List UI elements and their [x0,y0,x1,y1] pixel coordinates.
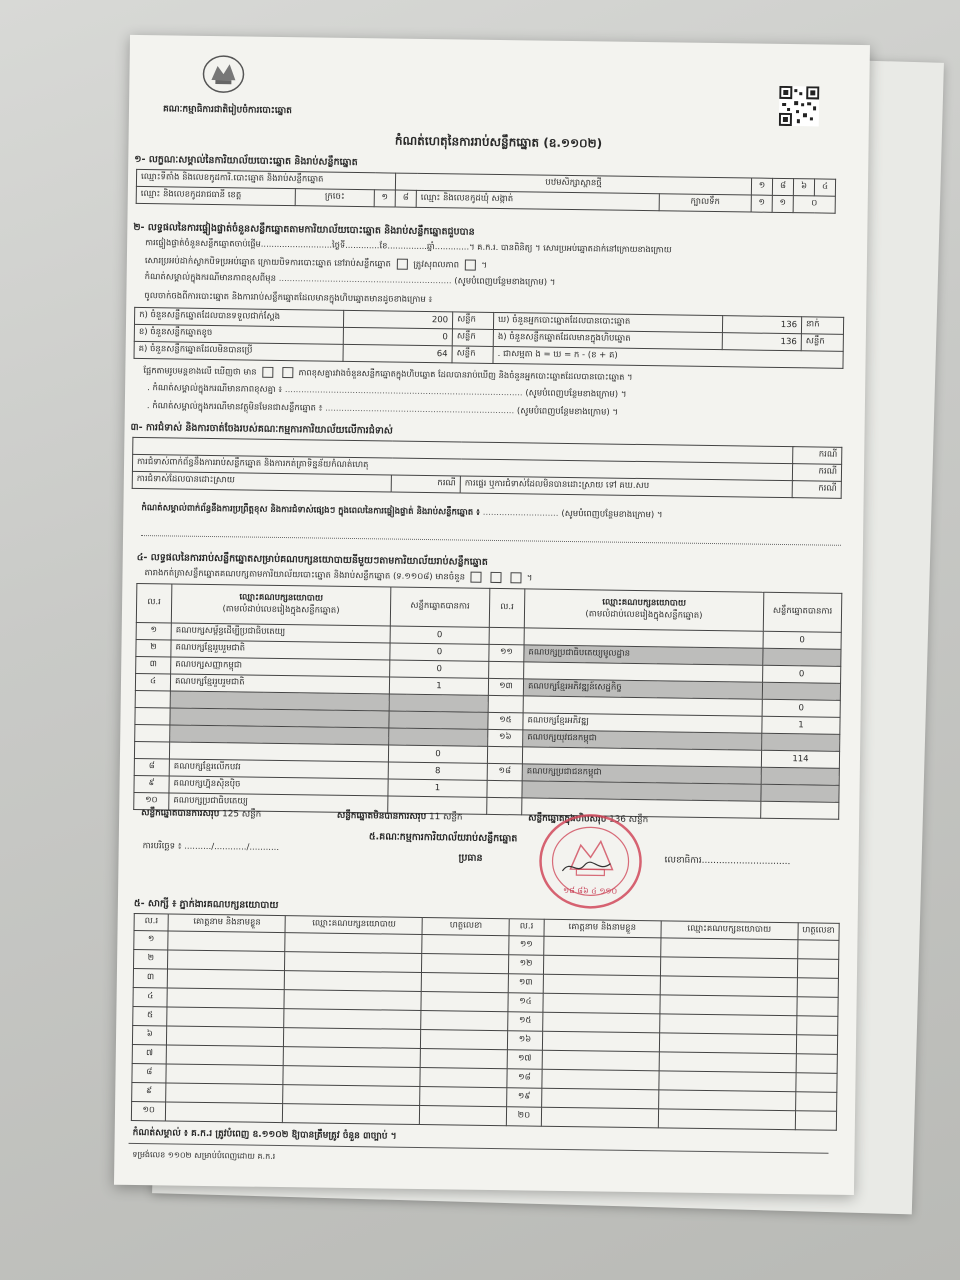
s5-col-party: ឈ្មោះគណបក្សនយោបាយ [286,916,423,935]
s4-left-party: គណបក្សប្រជាធិបតេយ្យ [169,793,388,813]
s5-left-no: ៣ [133,968,168,987]
s4-left-votes [389,711,488,729]
s4-right-votes [762,682,840,700]
sign-committee: ៥.គណៈកម្មការការិយាល័យរាប់សន្លឹកឆ្នោត [368,831,518,845]
s3-row2-case-end: ករណី [792,481,841,499]
s4-left-no: ១០ [134,792,169,809]
section5-table [131,913,840,1131]
section1-title: ១- លក្ខណៈសម្គាល់នៃការិយាល័យបោះឆ្នោត និងរាប់សន្លឹកឆ្នោត [134,153,358,169]
s5-right-sign-cell[interactable] [795,1073,837,1093]
s4-total-valid-label: សន្លឹកឆ្នោតបានការសរុប [141,808,220,820]
s5-right-sign-cell[interactable] [797,978,839,998]
s4-right-no: ១៨ [487,763,522,780]
s2-line2: សោរប្រអប់ដាក់ស្លាកបិទប្រអប់ឆ្នោត ក្រោយបិទការបោះឆ្នោត នៅរាប់សន្លឹកឆ្នោត ត្រូវសុពលភាព ។ [144,256,488,271]
s5-left-sign-cell[interactable] [421,1029,508,1049]
s5-left-sign-cell[interactable] [421,1010,508,1030]
s3-row1: ការជំទាស់ពាក់ព័ន្ធនឹងការរាប់សន្លឹកឆ្នោត និងការកត់ត្រាទិន្នន័យកំណត់ហេតុ [132,454,792,480]
s2-c-unit: សន្លឹក [452,346,493,364]
s5-right-party-cell[interactable] [659,1033,796,1054]
s4-checkbox-2[interactable] [490,572,501,583]
s2-line1: ការផ្ទៀងផ្ទាត់ចំនួនសន្លឹកឆ្នោតចាប់ផ្ដើម...........................ថ្ងៃទី.............ខែ...............ឆ្នាំ.............។ គ.ក.រ. បានពិនិត្យ ។ សោរប្រអប់ឆ្នោតដាក់នៅក្រោយខាងក្រោយ [145,237,672,255]
s3-note-text: កំណត់សម្គាល់ពាក់ព័ន្ធនឹងការប្រព្រឹត្តខុស និងការជំទាស់ផ្សេងៗ ក្នុងពេលនៃការផ្ទៀងផ្ទាត់ និងរាប់សន្លឹកឆ្នោត ៖ [141,503,480,518]
section1-table [136,169,836,214]
s3-row2-tail: ការផ្ទេរ ឬការជំទាស់ដែលមិនបានដោះស្រាយ ទៅ គឃ.សប [460,476,792,498]
s4-right-no: ១៦ [488,729,523,746]
s4-right-votes: 114 [761,750,839,768]
s4-col-votes-right: សន្លឹកឆ្នោតបានការ [763,592,842,632]
section4-table [133,583,842,823]
s4-col-no: ល.រ [136,583,172,622]
s5-right-party-cell[interactable] [659,1052,796,1073]
s4-left-votes [389,694,488,712]
s1-code-digit: ៦ [793,179,814,196]
s4-right-party: គណបក្សខ្មែរអភិវឌ្ឍន៍សេដ្ឋកិច្ច [523,679,762,699]
s4-right-no: ១១ [489,644,524,661]
s5-right-sign-cell[interactable] [797,959,839,979]
s2-formula: . ជាសម្មតា ង = ឃ = ក - (ខ + គ) [493,346,843,368]
org-name: គណៈកម្មាធិការជាតិរៀបចំការបោះឆ្នោត [162,104,292,117]
s2-a-label: ក) ចំនួនសន្លឹកឆ្នោតដែលបានទទួលជាក់ស្ដែង [134,307,343,327]
s1-province-code: ១ [374,190,395,207]
s4-left-no: ៣ [136,656,171,673]
s4-left-votes: 1 [389,677,488,695]
s5-left-party-cell[interactable] [284,990,421,1011]
s5-right-name-cell[interactable] [542,1050,659,1071]
s5-left-no: ៧ [132,1044,167,1063]
s4-left-party: គណបក្សខ្មែរលើកបវរ [169,759,388,779]
s5-left-sign-cell[interactable] [422,972,509,992]
s4-col-no-right: ល.រ [489,588,525,627]
s4-checkbox-1[interactable] [471,572,482,583]
s4-left-no [135,724,170,741]
s4-col-party-title: ឈ្មោះគណបក្សនយោបាយ [602,597,687,609]
s1-commune-code: ១ [772,195,793,212]
s4-total-box: 136 [609,814,626,825]
s4-left-party: គណបក្សខ្មែររួបរួមជាតិ [171,640,390,660]
s2-note1-tail: ភាពខុសគ្នារវាងចំនួនសន្លឹកឆ្នោតក្នុងហិបឆ្នោត ដែលបានរាប់ឃើញ និងចំនួនអ្នកបោះឆ្នោតដែលបានបោះឆ្នោត ។ [298,367,633,382]
s5-right-no: ១៨ [507,1069,542,1088]
s5-left-sign-cell[interactable] [422,935,509,955]
s5-left-name-cell[interactable] [167,1026,284,1047]
s5-col-name: គោត្តនាម និងនាមខ្លួន [168,914,285,933]
s4-right-party: គណបក្សប្រជាជនកម្ពុជា [522,764,761,784]
s5-left-no: ១ [134,930,169,949]
s5-col-party-right: ឈ្មោះគណបក្សនយោបាយ [661,921,798,940]
s4-right-party: គណបក្សខ្មែរអភិវឌ្ឍ [523,713,762,733]
s3-row2-case: ករណី [391,475,460,493]
s1-commune-label: ឈ្មោះ និងលេខកូដឃុំ សង្កាត់ [416,190,659,210]
s4-total-valid-unit: សន្លឹក [241,809,262,820]
s5-left-sign-cell[interactable] [421,1048,508,1068]
s5-left-no: ២ [134,949,169,968]
s4-subtitle-text: តារាងកត់ត្រាសន្លឹកឆ្នោតគណបក្សតាមការិយាល័យបោះឆ្នោត និងរាប់សន្លឹកឆ្នោត (ទ.១១០៨) មានចំនួន [144,568,466,583]
s4-left-party: គណបក្សហ្វ៊ុនស៊ិនប៉ិច [169,776,388,796]
s5-left-name-cell[interactable] [166,1102,283,1123]
s4-total-invalid: 11 [428,812,441,823]
s4-right-votes [763,648,841,666]
s4-left-votes: 0 [390,643,489,661]
stamp-text: ១៨ ៨៦ ៤ ១១០ [563,885,618,896]
s5-right-party-cell[interactable] [659,1071,796,1092]
s1-code-digit: ៤ [814,179,835,196]
s5-col-sign: ហត្ថលេខា [422,918,509,936]
s3-note-hint: (សូមបំពេញបន្ថែមខាងក្រោម) ។ [561,508,663,521]
s5-col-no-right: ល.រ [509,919,544,936]
s5-right-party-cell[interactable] [660,938,797,959]
s5-right-no: ១៦ [508,1031,543,1050]
section2-counts-table [134,307,845,369]
s2-line3-hint: (សូមបំពេញបន្ថែមខាងក្រោម) ។ [454,276,556,288]
s5-right-party-cell[interactable] [660,957,797,978]
s5-right-no: ១១ [509,936,544,955]
s4-right-no [487,780,522,797]
s4-col-party-sub: (តាមលំដាប់លេខរៀងក្នុងសន្លឹកឆ្នោត) [585,609,703,621]
s4-right-no: ១៥ [488,712,523,729]
s4-left-party: គណបក្សសម្ព័ន្ធដើម្បីប្រជាធិបតេយ្យ [171,623,390,643]
s5-right-sign-cell[interactable] [796,1054,838,1074]
s5-right-name-cell[interactable] [542,1031,659,1052]
s2-note1-text: ផ្អែកតាមរូបមន្តខាងលើ ឃើញថា មាន [143,365,257,377]
section3-title: ៣- ការជំទាស់ និងការចាត់ចែងរបស់គណៈកម្មការការិយាល័យលើការជំទាស់ [130,421,393,437]
s2-note3: . កំណត់សម្គាល់ក្នុងករណីមានវត្ថុមិនមែនជាសន្លឹកឆ្នោត ៖ ...................................................................... (សូមបំពេញបន្ថែមខាងក្រោម) ។ [146,401,619,418]
section2-title: ២- លទ្ធផលនៃការផ្ទៀងផ្ទាត់ចំនួនសន្លឹកឆ្នោតតាមការិយាល័យបោះឆ្នោត និងរាប់សន្លឹកឆ្នោតជួបបាន [133,221,475,238]
section5-title: ៥- សាក្សី ៖ ភ្នាក់ងារគណបក្សនយោបាយ [133,897,279,911]
s5-col-name-right: គោត្តនាម និងនាមខ្លួន [544,919,661,938]
s4-right-votes [761,767,839,785]
s4-left-votes: 0 [390,626,489,644]
s2-b-value: 0 [343,327,452,346]
s5-right-party-cell[interactable] [658,1090,795,1111]
s4-right-votes: 0 [763,631,841,649]
s2-a-value: 200 [343,310,452,329]
s4-col-party [171,584,391,626]
s4-left-no [134,741,169,758]
s5-right-sign-cell[interactable] [796,1035,838,1055]
s2-e-value: 136 [722,333,801,351]
s4-right-no: ១៣ [488,678,523,695]
s5-right-no: ១៥ [508,1012,543,1031]
s5-right-party-cell[interactable] [658,1109,795,1130]
s4-right-votes: 0 [763,665,841,683]
s5-right-sign-cell[interactable] [797,997,839,1017]
s4-left-no [135,707,170,724]
s5-left-party-cell[interactable] [283,1066,420,1087]
s2-c-label: គ) ចំនួនសន្លឹកឆ្នោតដែលមិនបានប្រើ [134,341,343,361]
s2-b-unit: សន្លឹក [452,329,493,347]
s4-right-party: គណបក្សប្រជាធិបតេយ្យមូលដ្ឋាន [524,645,763,665]
s5-left-no: ៥ [133,1006,168,1025]
s4-right-no [487,746,522,763]
s5-right-no: ១៣ [508,974,543,993]
s4-left-votes [389,728,488,746]
section3-table [132,437,843,499]
s5-right-sign-cell[interactable] [797,940,839,960]
s5-left-party-cell[interactable] [284,1047,421,1068]
s2-intro: ចូលចាក់ចងពីការបោះឆ្នោត និងការរាប់សន្លឹកឆ្នោតដែលមានក្នុងហិបឆ្នោតមានដូចខាងក្រោម ៖ [144,291,433,306]
s5-right-name-cell[interactable] [542,1069,659,1090]
s5-right-no: ១៩ [507,1088,542,1107]
s5-left-party-cell[interactable] [283,1104,420,1125]
nec-logo [201,54,246,95]
qr-code-icon [779,86,820,127]
section4-title: ៤- លទ្ធផលនៃការរាប់សន្លឹកឆ្នោតសម្រាប់គណបក្សនយោបាយនីមួយៗតាមការិយាល័យរាប់សន្លឹកឆ្នោត [136,551,488,568]
s5-left-name-cell[interactable] [166,1064,283,1085]
s4-total-box-label: សន្លឹកឆ្នោតក្នុងហិបសរុប [528,813,607,825]
s5-right-no: ២០ [507,1107,542,1126]
s5-left-sign-cell[interactable] [420,1105,507,1125]
s1-code-digit: ៨ [772,178,793,195]
s5-col-no: ល.រ [134,913,169,930]
s4-col-party-sub: (តាមលំដាប់លេខរៀងក្នុងសន្លឹកឆ្នោត) [222,604,340,616]
s2-e-unit: សន្លឹក [801,334,843,352]
s5-right-no: ១៧ [507,1050,542,1069]
s3-case-label: ករណី [793,447,842,465]
s5-left-party-cell[interactable] [284,1009,421,1030]
s5-right-no: ១២ [509,955,544,974]
footer-form-ref: ទម្រង់លេខ ១១០២ សម្រាប់បំពេញដោយ គ.ក.រ [132,1149,276,1161]
s4-left-no: ៤ [135,673,170,690]
s5-left-party-cell[interactable] [285,971,422,992]
form-sheet [114,35,870,1195]
s2-note3-text: . កំណត់សម្គាល់ក្នុងករណីមានវត្ថុមិនមែនជាសន្លឹកឆ្នោត ៖ [146,401,323,414]
s5-left-name-cell[interactable] [166,1083,283,1104]
s5-left-sign-cell[interactable] [422,954,509,974]
s2-b-label: ខ) ចំនួនសន្លឹកឆ្នោតខូច [134,324,343,344]
s4-checkbox-3[interactable] [510,572,521,583]
s4-left-no [135,690,170,707]
s2-checkbox-b[interactable] [465,260,476,271]
s4-left-votes: 8 [388,762,487,780]
s4-col-party-title: ឈ្មោះគណបក្សនយោបាយ [239,592,324,604]
s1-commune-code: ១ [751,195,772,212]
s2-d-label: ឃ) ចំនួនអ្នកបោះឆ្នោតដែលបានបោះឆ្នោត [493,312,722,332]
s4-left-no: ១ [136,622,171,639]
s4-left-party: គណបក្សខ្មែររួបរួមជាតិ [170,674,389,694]
s5-right-party-cell[interactable] [660,995,797,1016]
s2-note2-hint: (សូមបំពេញបន្ថែមខាងក្រោម) ។ [525,388,627,400]
s4-right-votes [762,733,840,751]
s2-note2: . កំណត់សម្គាល់ក្នុងករណីមានភាពខុសគ្នា ៖ ........................................................................................ (សូមបំពេញបន្ថែមខាងក្រោម) ។ [147,383,627,400]
s5-right-name-cell[interactable] [543,936,660,957]
s5-left-name-cell[interactable] [167,1045,284,1066]
s2-e-label: ង) ចំនួនសន្លឹកឆ្នោតដែលមានក្នុងហិបឆ្នោត [493,329,722,349]
s5-right-party-cell[interactable] [659,1014,796,1035]
s5-left-no: ៤ [133,987,168,1006]
s5-right-no: ១៤ [508,993,543,1012]
s4-left-no: ៩ [134,775,169,792]
s4-total-invalid-label: សន្លឹកឆ្នោតមិនបានការសរុប [336,810,427,823]
sign-date: ការបរិច្ឆេទ ៖ ........../............/........... [142,841,280,853]
s1-code-digit: ១ [751,178,772,195]
s5-right-name-cell[interactable] [543,955,660,976]
s5-left-sign-cell[interactable] [420,1067,507,1087]
s5-left-no: ៩ [132,1082,167,1101]
sign-chair: ប្រធាន [458,852,483,864]
s3-note: កំណត់សម្គាល់ពាក់ព័ន្ធនឹងការប្រព្រឹត្តខុស និងការជំទាស់ផ្សេងៗ ក្នុងពេលនៃការផ្ទៀងផ្ទាត់ និងរាប់សន្លឹកឆ្នោត ៖ ............................ (សូមបំពេញបន្ថែមខាងក្រោម) ។ [141,503,663,521]
s1-province-label: ឈ្មោះ និងលេខកូដរាជធានី ខេត្ត [136,186,295,205]
chair-signature [558,857,618,878]
s4-right-no [488,695,523,712]
s4-left-votes: 1 [388,779,487,797]
s5-left-party-cell[interactable] [285,933,422,954]
s2-line3: កំណត់សម្គាល់ក្នុងករណីមានភាពខុសពីមុន ................................................................ (សូមបំពេញបន្ថែមខាងក្រោម) ។ [144,272,556,288]
s2-line2-opt1: ត្រូវសុពលភាព [413,259,460,271]
sign-secretary: លេខាធិការ............................... [664,855,791,868]
s4-right-votes [761,784,839,802]
s5-col-sign-right: ហត្ថលេខា [798,923,840,941]
s2-checkbox-a[interactable] [397,259,408,270]
s4-total-invalid-unit: សន្លឹក [442,812,463,823]
s5-right-sign-cell[interactable] [796,1016,838,1036]
s5-left-name-cell[interactable] [168,931,285,952]
s5-left-party-cell[interactable] [285,952,422,973]
s4-left-votes: 0 [390,660,489,678]
s5-right-name-cell[interactable] [542,1012,659,1033]
s5-left-no: ៨ [132,1063,167,1082]
s1-province-code: ៨ [395,190,416,207]
s5-right-name-cell[interactable] [541,1107,658,1128]
s2-note3-hint: (សូមបំពេញបន្ថែមខាងក្រោម) ។ [516,406,619,418]
s5-right-party-cell[interactable] [660,976,797,997]
s4-total-valid: 125 [222,809,240,820]
s5-left-name-cell[interactable] [167,1007,284,1028]
s5-right-name-cell[interactable] [543,993,660,1014]
s1-commune-code: ០ [793,196,835,214]
s4-col-votes: សន្លឹកឆ្នោតបានការ [390,587,490,627]
s5-right-name-cell[interactable] [543,974,660,995]
s2-line2-text: សោរប្រអប់ដាក់ស្លាកបិទប្រអប់ឆ្នោត ក្រោយបិទការបោះឆ្នោត នៅរាប់សន្លឹកឆ្នោត [144,256,391,270]
s3-note-blank-line [141,535,841,546]
s1-commune-value: ក្បាលទឹក [659,194,751,212]
s1-location-value: បឋមសិក្សាស្ពានថ្មី [395,173,751,195]
s4-right-no [489,627,524,644]
s2-note2-text: . កំណត់សម្គាល់ក្នុងករណីមានភាពខុសគ្នា ៖ [147,383,283,395]
s5-right-name-cell[interactable] [541,1088,658,1109]
form-title: កំណត់ហេតុនៃការរាប់សន្លឹកឆ្នោត (ឧ.១១០២) [394,133,603,151]
s4-right-votes: 0 [762,699,840,717]
s4-col-party-right [524,589,764,631]
s4-right-party: គណបក្សយុវជនកម្ពុជា [523,730,762,750]
s2-d-unit: នាក់ [801,317,843,335]
s4-right-votes: 1 [762,716,840,734]
s2-c-value: 64 [343,344,452,363]
s2-note-checkbox-yes[interactable] [262,367,273,378]
s5-right-sign-cell[interactable] [795,1111,837,1131]
s5-left-name-cell[interactable] [167,988,284,1009]
s3-row1-case: ករណី [792,464,841,482]
s4-left-no: ២ [136,639,171,656]
s5-left-sign-cell[interactable] [420,1086,507,1106]
s5-left-party-cell[interactable] [283,1085,420,1106]
s4-total-box-unit: សន្លឹក [628,814,649,826]
s4-subtitle: តារាងកត់ត្រាសន្លឹកឆ្នោតគណបក្សតាមការិយាល័យបោះឆ្នោត និងរាប់សន្លឹកឆ្នោត (ទ.១១០៨) មានចំនួន ។ [144,568,533,584]
s4-right-no [489,661,524,678]
s2-note-checkbox-no[interactable] [282,367,293,378]
s1-province-value: ក្រចេះ [295,189,374,207]
s5-left-no: ៦ [132,1025,167,1044]
s4-left-no: ៨ [134,758,169,775]
s5-right-sign-cell[interactable] [795,1092,837,1112]
s4-left-votes: 0 [388,745,487,763]
s5-left-party-cell[interactable] [284,1028,421,1049]
s2-a-unit: សន្លឹក [452,312,493,330]
s4-left-party: គណបក្សសញ្ញាកម្ពុជា [171,657,390,677]
footer-note: កំណត់សម្គាល់ ៖ គ.ក.រ ត្រូវបំពេញ ឧ.១១០២ ឱ្យបានត្រឹមត្រូវ ចំនួន ៣ច្បាប់ ។ [132,1127,397,1142]
s5-left-sign-cell[interactable] [421,991,508,1011]
s3-row2: ការជំទាស់ដែលបានដោះស្រាយ [132,471,391,492]
s5-left-name-cell[interactable] [168,969,285,990]
s5-left-name-cell[interactable] [168,950,285,971]
s5-left-no: ១០ [131,1101,166,1120]
s2-line3-text: កំណត់សម្គាល់ក្នុងករណីមានភាពខុសពីមុន [144,272,277,284]
s1-location-label: ឈ្មោះទីតាំង និងលេខកូដការិ.បោះឆ្នោត និងរាប់សន្លឹកឆ្នោត [136,169,395,190]
s2-d-value: 136 [722,316,801,334]
